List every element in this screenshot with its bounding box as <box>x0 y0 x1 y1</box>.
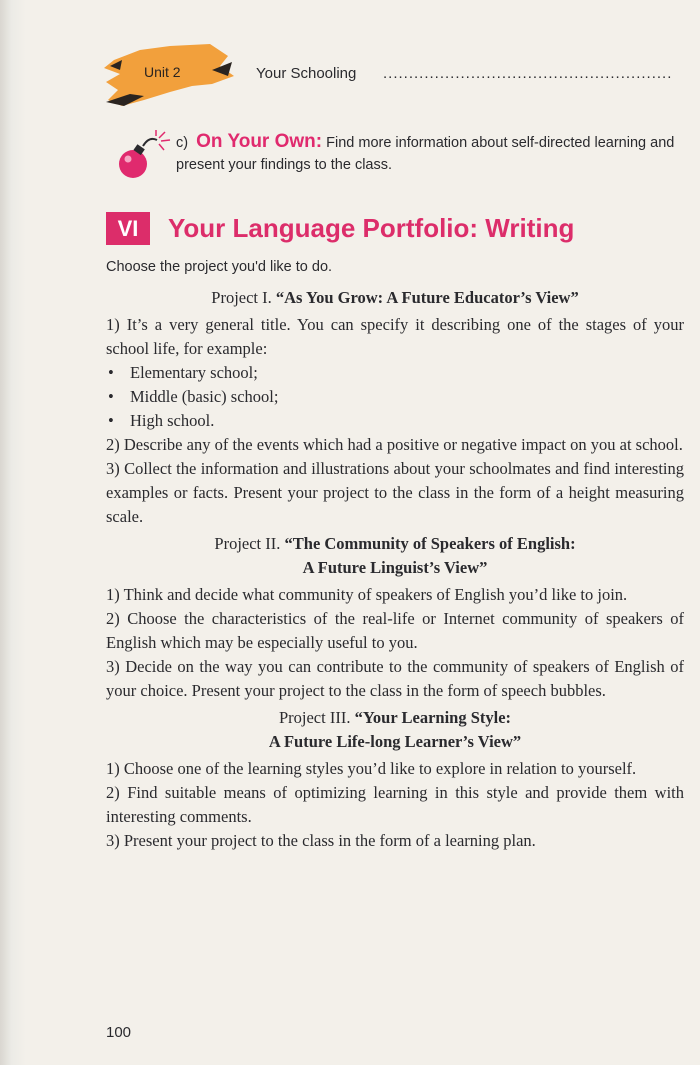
project-2-label: Project II. <box>214 534 281 553</box>
project-1-step-1: 1) It’s a very general title. You can specify it describing one of the stages of your school life, for example: <box>106 315 684 358</box>
project-3-label: Project III. <box>278 708 351 727</box>
page-number: 100 <box>106 1024 132 1041</box>
page-header <box>100 40 690 110</box>
project-3-name-line-2: A Future Life-long Learner’s View” <box>268 732 522 751</box>
project-2-name-line-2: A Future Linguist’s View” <box>302 558 488 577</box>
instruction-text: Choose the project you'd like to do. <box>106 259 333 275</box>
project-3-step-3: 3) Present your project to the class in the form of a learning plan. <box>106 831 536 850</box>
project-3-title <box>106 706 684 730</box>
project-1-name: “As You Grow: A Future Educator’s View” <box>275 288 579 307</box>
project-2-step-3: 3) Decide on the way you can contribute to the community of speakers of English of your choice. Present your project to the class in the form of speech bubbles. <box>106 657 684 700</box>
on-your-own-task <box>176 131 686 176</box>
bomb-icon <box>113 128 175 183</box>
project-2-title-line-2 <box>106 556 684 580</box>
project-3-step-2: 2) Find suitable means of optimizing learning in this style and provide them with interesting comments. <box>106 783 684 826</box>
project-3-name-line-1: “Your Learning Style: <box>354 708 512 727</box>
chapter-title: Your Schooling <box>256 65 357 82</box>
unit-label: Unit 2 <box>144 64 181 80</box>
project-1-label: Project I. <box>211 288 272 307</box>
on-your-own-title: On Your Own: <box>196 131 323 152</box>
on-your-own-text: Find more information about self-directed learning and present your findings to the class. <box>176 135 675 173</box>
project-2-step-1: 1) Think and decide what community of speakers of English you’d like to join. <box>106 585 628 604</box>
project-2-name-line-1: “The Community of Speakers of English: <box>284 534 576 553</box>
projects-body <box>106 286 684 853</box>
book-spine-shadow <box>0 0 26 1065</box>
section-title: Your Language Portfolio: Writing <box>168 213 575 243</box>
project-2-title <box>106 532 684 556</box>
section-heading <box>106 212 574 248</box>
list-item: • Elementary school; <box>106 361 684 385</box>
project-1-title <box>106 286 684 310</box>
project-1-step-3: 3) Collect the information and illustrations about your schoolmates and find interesting examples or facts. Present your project to the class in the form of a height measuring scale. <box>106 459 684 526</box>
task-letter: c) <box>176 135 189 151</box>
list-item: • Middle (basic) school; <box>106 385 684 409</box>
project-3-title-line-2 <box>106 730 684 754</box>
header-leader-dots: ........................................................ <box>383 65 673 82</box>
section-number-badge: VI <box>106 212 150 245</box>
list-item: • High school. <box>106 409 684 433</box>
project-2-step-2: 2) Choose the characteristics of the real-life or Internet community of speakers of English which may be especially useful to you. <box>106 609 684 652</box>
project-1-step-2: 2) Describe any of the events which had a positive or negative impact on you at school. <box>106 435 683 454</box>
project-3-step-1: 1) Choose one of the learning styles you’d like to explore in relation to yourself. <box>106 759 637 778</box>
